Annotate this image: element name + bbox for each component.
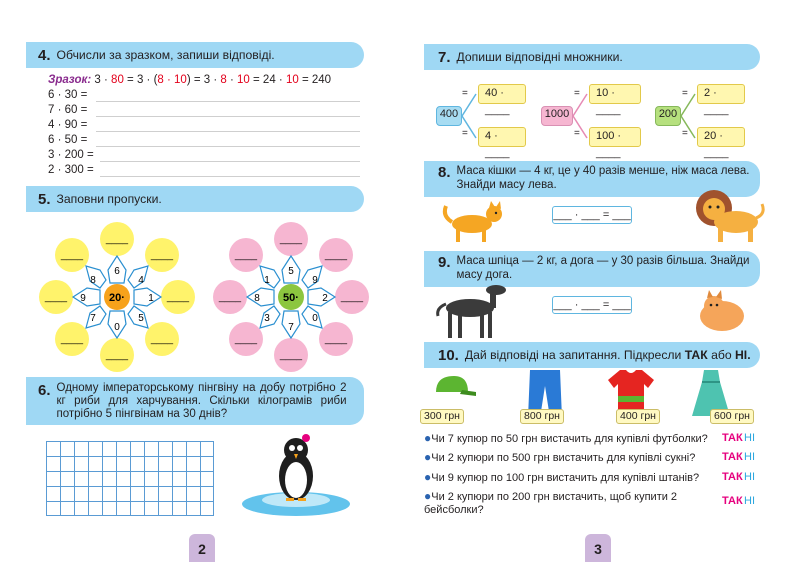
cap-icon xyxy=(432,372,478,402)
lion-answer-box[interactable]: ___ · ___ = ___ xyxy=(552,206,632,224)
task6-header xyxy=(26,377,364,425)
flower-1-blank: ____ xyxy=(150,334,174,345)
flower-2-arrow xyxy=(260,266,280,288)
flower-1-blank: ____ xyxy=(150,250,174,261)
flower-2-blank: ____ xyxy=(324,250,348,261)
flower-1-blank: ____ xyxy=(166,292,190,303)
sample-part: = 240 xyxy=(298,74,332,86)
task6-number: 6. xyxy=(38,382,51,399)
equal-sign: = xyxy=(574,88,580,99)
task4-number: 4. xyxy=(38,46,51,64)
exercise-row: 6 · 50 = xyxy=(48,134,88,146)
answer-line[interactable] xyxy=(96,131,360,132)
exercise-row: 2 · 300 = xyxy=(48,164,94,176)
flower-2-blank: ____ xyxy=(279,234,303,245)
factor-box[interactable]: 40 · ____ xyxy=(478,84,526,104)
task8-text: Маса кішки — 4 кг, це у 40 разів менше, ніж маса лева. Знайди масу лева. xyxy=(456,165,750,191)
flower-2-petal-number: 8 xyxy=(254,293,260,304)
task10-title-text: Дай відповіді на запитання. Підкресли xyxy=(464,347,682,362)
factor-value: 1000 xyxy=(541,106,573,126)
bullet-icon: ● xyxy=(424,431,432,445)
equal-sign: = xyxy=(574,128,580,139)
yes-option[interactable]: ТАК xyxy=(722,432,743,444)
equal-sign: = xyxy=(462,88,468,99)
answer-line[interactable] xyxy=(100,176,360,177)
flower-1-petal-number: 0 xyxy=(114,322,120,333)
task9-header xyxy=(424,251,760,287)
sample-label: Зразок: xyxy=(48,74,92,86)
answer-grid[interactable] xyxy=(46,441,214,516)
question-text: Чи 9 купюр по 100 грн вистачить для купівлі штанів? xyxy=(431,472,700,484)
flower-1-petal-number: 8 xyxy=(90,275,96,286)
flower-2-arrow xyxy=(260,306,280,328)
sample-part: = 3 · ( xyxy=(123,74,158,86)
task9-number: 9. xyxy=(438,254,451,271)
task7-number: 7. xyxy=(438,48,451,66)
task10-title-yes: ТАК xyxy=(684,347,708,362)
task4-sample xyxy=(48,73,331,87)
question-2 xyxy=(424,451,724,465)
factor-box[interactable]: 20 · ____ xyxy=(697,127,745,147)
task10-title-or: або xyxy=(711,347,732,362)
task10-header xyxy=(424,342,760,368)
sample-part: 8 xyxy=(220,74,227,86)
factor-value: 400 xyxy=(436,106,462,126)
question-1 xyxy=(424,432,724,446)
task10-title xyxy=(465,348,751,363)
flower-1-petal-number: 4 xyxy=(138,275,144,286)
flower-2-petal-number: 9 xyxy=(312,275,318,286)
flower-2-blank: ____ xyxy=(218,292,242,303)
question-text: Чи 7 купюр по 50 грн вистачить для купівлі футболки? xyxy=(431,433,708,445)
flower-1-arrow xyxy=(73,288,100,306)
answer-line[interactable] xyxy=(96,116,360,117)
no-option[interactable]: НІ xyxy=(744,471,755,483)
price-tag: 800 грн xyxy=(520,409,564,424)
flower-2-center-label: 50· xyxy=(283,292,299,304)
sample-part: 8 · 10 xyxy=(157,74,187,86)
great-dane-illustration xyxy=(432,284,508,340)
question-text: Чи 2 купюри по 200 грн вистачить, щоб купити 2 бейсболки? xyxy=(424,491,678,516)
task7-title: Допиши відповідні множники. xyxy=(456,49,623,64)
factor-box[interactable]: 4 · ____ xyxy=(478,127,526,147)
exercise-row: 3 · 200 = xyxy=(48,149,94,161)
flower-2-petal-number: 3 xyxy=(264,313,270,324)
sample-part: ) = 3 · xyxy=(186,74,221,86)
yes-option[interactable]: ТАК xyxy=(722,471,743,483)
factor-box[interactable]: 100 · ____ xyxy=(589,127,641,147)
answer-line[interactable] xyxy=(96,146,360,147)
sample-part: · xyxy=(226,74,238,86)
factor-value: 200 xyxy=(655,106,681,126)
flower-1-blank: ____ xyxy=(105,350,129,361)
no-option[interactable]: НІ xyxy=(744,495,755,507)
equal-sign: = xyxy=(682,128,688,139)
price-tag: 600 грн xyxy=(710,409,754,424)
flower-2-petal-number: 7 xyxy=(288,322,294,333)
sample-part: 10 xyxy=(285,74,299,86)
task7-header xyxy=(424,44,760,70)
flower-1-petal-number: 5 xyxy=(138,313,144,324)
flower-1-blank: ____ xyxy=(60,334,84,345)
task10-title-no: НІ. xyxy=(735,347,751,362)
exercise-row: 4 · 90 = xyxy=(48,119,88,131)
yes-option[interactable]: ТАК xyxy=(722,451,743,463)
sample-part: = 24 · xyxy=(249,74,286,86)
flower-1-arrow xyxy=(86,266,106,288)
sample-part: 10 xyxy=(237,74,250,86)
flower-2-blank: ____ xyxy=(234,334,258,345)
yes-option[interactable]: ТАК xyxy=(722,495,743,507)
equal-sign: = xyxy=(682,88,688,99)
bullet-icon: ● xyxy=(424,450,432,464)
bullet-icon: ● xyxy=(424,489,432,503)
flower-2-petal-number: 2 xyxy=(322,293,328,304)
task9-text: Маса шпіца — 2 кг, а дога — у 30 разів більша. Знайди масу дога. xyxy=(456,255,750,281)
penguin-illustration xyxy=(236,428,356,520)
task6-text: Одному імператорському пінгвіну на добу потрібно 2 кг риби для харчування. Скільки кілограмів риби потрібно 5 пінгвінам на 30 днів? xyxy=(56,382,347,420)
factor-box[interactable]: 10 · ____ xyxy=(589,84,641,104)
answer-line[interactable] xyxy=(100,161,360,162)
task4-title: Обчисли за зразком, запиши відповіді. xyxy=(56,47,275,62)
flower-2-blank: ____ xyxy=(234,250,258,261)
task5-title: Заповни пропуски. xyxy=(56,191,162,206)
task5-header xyxy=(26,186,364,212)
flower-2-petal-number: 5 xyxy=(288,266,294,277)
task5-number: 5. xyxy=(38,190,51,208)
flower-2-petal-number: 1 xyxy=(264,275,270,286)
flower-1 xyxy=(38,220,196,374)
flower-1-arrow xyxy=(86,306,106,328)
flower-1-petal-number: 1 xyxy=(148,293,154,304)
cat-illustration xyxy=(440,200,504,244)
sample-part: 3 · xyxy=(94,74,112,86)
flower-2-petal-number: 0 xyxy=(312,313,318,324)
flower-1-petal-number: 7 xyxy=(90,313,96,324)
sample-part: 80 xyxy=(111,74,124,86)
price-tag: 400 грн xyxy=(616,409,660,424)
flower-2-blank: ____ xyxy=(340,292,364,303)
no-option[interactable]: НІ xyxy=(744,451,755,463)
page-number-left: 2 xyxy=(189,534,215,562)
flower-2 xyxy=(212,220,370,374)
factor-box[interactable]: 2 · ____ xyxy=(697,84,745,104)
task8-number: 8. xyxy=(438,164,451,181)
question-3 xyxy=(424,471,724,485)
price-tag: 300 грн xyxy=(420,409,464,424)
page-number-right: 3 xyxy=(585,534,611,562)
flower-1-blank: ____ xyxy=(60,250,84,261)
flower-1-petal-number: 6 xyxy=(114,266,120,277)
flower-2-blank: ____ xyxy=(279,350,303,361)
flower-2-arrow xyxy=(247,288,274,306)
flower-2-blank: ____ xyxy=(324,334,348,345)
dog-answer-box[interactable]: ___ · ___ = ___ xyxy=(552,296,632,314)
tshirt-icon xyxy=(606,368,656,412)
spitz-illustration xyxy=(694,290,750,334)
task10-number: 10. xyxy=(438,346,459,364)
bullet-icon: ● xyxy=(424,470,432,484)
question-text: Чи 2 купюри по 500 грн вистачить для купівлі сукні? xyxy=(431,452,696,464)
flower-1-center-label: 20· xyxy=(109,292,125,304)
task4-header xyxy=(26,42,364,68)
no-option[interactable]: НІ xyxy=(744,432,755,444)
answer-line[interactable] xyxy=(96,101,360,102)
equal-sign: = xyxy=(462,128,468,139)
exercise-row: 7 · 60 = xyxy=(48,104,88,116)
flower-1-blank: ____ xyxy=(44,292,68,303)
question-4 xyxy=(424,490,714,517)
flower-1-petal-number: 9 xyxy=(80,293,86,304)
exercise-row: 6 · 30 = xyxy=(48,89,88,101)
flower-1-blank: ____ xyxy=(105,234,129,245)
lion-illustration xyxy=(690,186,766,246)
